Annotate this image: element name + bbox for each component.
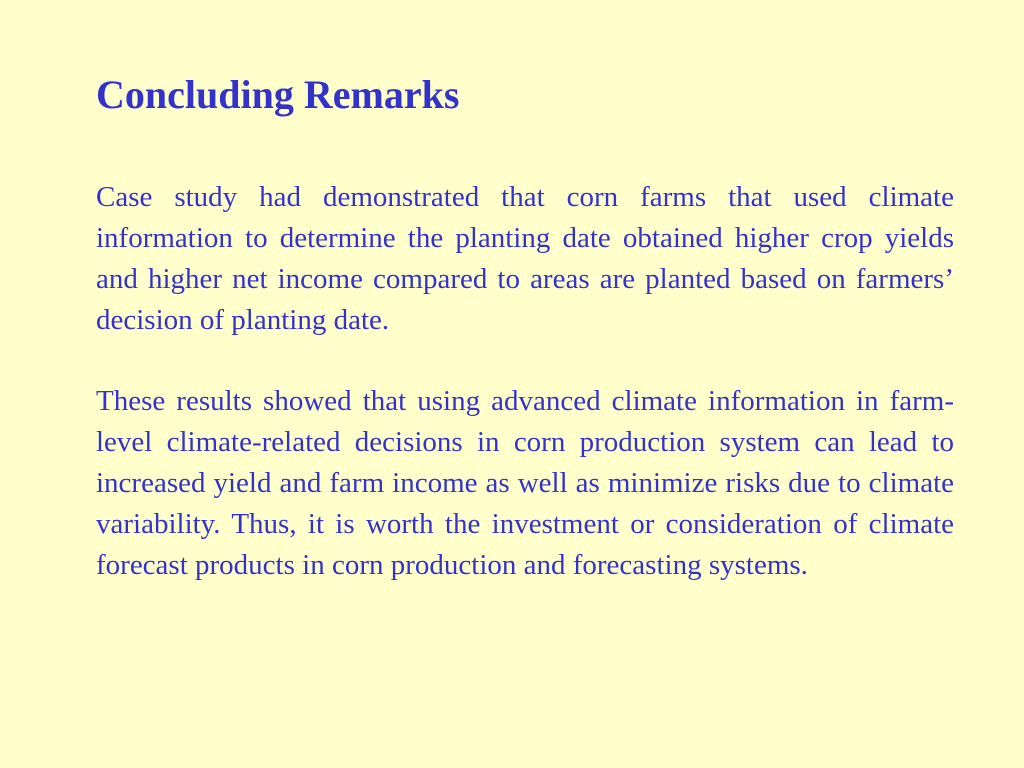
paragraph-case-study: Case study had demonstrated that corn farms that used climate information to determine the planting date obtained higher crop yields and higher net income compared to areas are planted based on farmers’ decision of planting date. bbox=[96, 181, 954, 336]
slide-title: Concluding Remarks bbox=[96, 72, 460, 117]
paragraph-results: These results showed that using advanced climate information in farm-level climate-related decisions in corn production system can lead to increased yield and farm income as well as minimize risks due to climate variability. Thus, it is worth the investment or consideration of climate forecast products in corn production and forecasting systems. bbox=[96, 385, 954, 581]
